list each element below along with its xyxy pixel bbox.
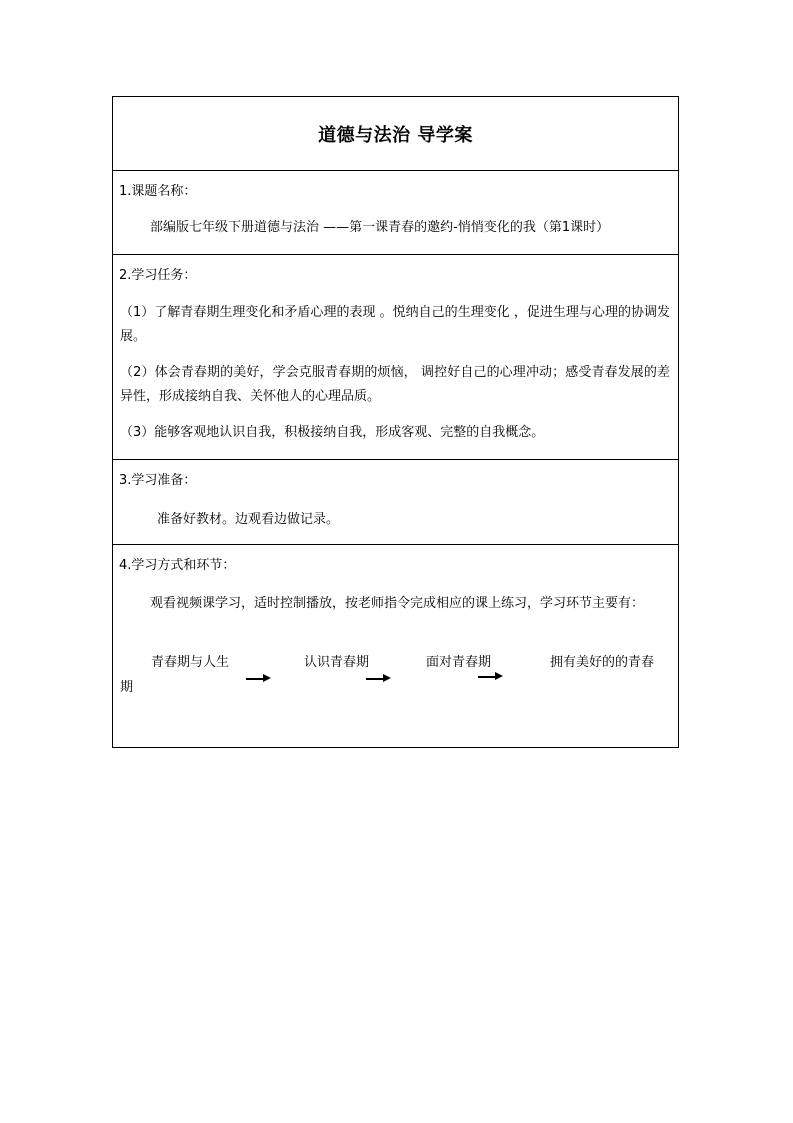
task-item-1: （1）了解青春期生理变化和矛盾心理的表现 。悦纳自己的生理变化 ，促进生理与心理的协调发展。: [120, 305, 670, 344]
learning-flow: [113, 545, 678, 747]
title-row: [113, 97, 678, 170]
flow-arrow-icon: [478, 671, 503, 683]
flow-step-3: 面对青春期: [426, 655, 492, 670]
task-item-2: （2）体会青春期的美好，学会克服青春期的烦恼， 调控好自己的心理冲动；感受青春发展的差异性，形成接纳自我、关怀他人的心理品质。: [120, 365, 670, 404]
flow-arrow-icon: [366, 673, 391, 685]
flow-arrow-icon: [246, 673, 271, 685]
topic-section: [113, 170, 678, 254]
method-section: [113, 544, 678, 747]
flow-step-4-tail: 期: [120, 680, 134, 695]
document-title: 道德与法治 导学案: [318, 124, 473, 146]
method-content: 观看视频课学习，适时控制播放，按老师指令完成相应的课上练习，学习环节主要有：: [150, 596, 645, 611]
flow-step-4: 拥有美好的的青春: [550, 655, 655, 670]
study-guide-table: [112, 96, 679, 748]
flow-step-2: 认识青春期: [304, 655, 370, 670]
preparation-section: [113, 459, 678, 544]
topic-heading: 1.课题名称：: [119, 184, 197, 199]
tasks-section: [113, 254, 678, 459]
method-heading: 4.学习方式和环节：: [119, 558, 236, 573]
preparation-content: 准备好教材。边观看边做记录。: [157, 512, 340, 527]
task-item-3: （3）能够客观地认识自我，积极接纳自我，形成客观、完整的自我概念。: [120, 425, 545, 440]
flow-step-1: 青春期与人生: [151, 655, 230, 670]
tasks-heading: 2.学习任务：: [119, 268, 197, 283]
preparation-heading: 3.学习准备：: [119, 473, 197, 488]
topic-content: 部编版七年级下册道德与法治 ——第一课青春的邀约-悄悄变化的我（第1课时）: [150, 220, 610, 235]
